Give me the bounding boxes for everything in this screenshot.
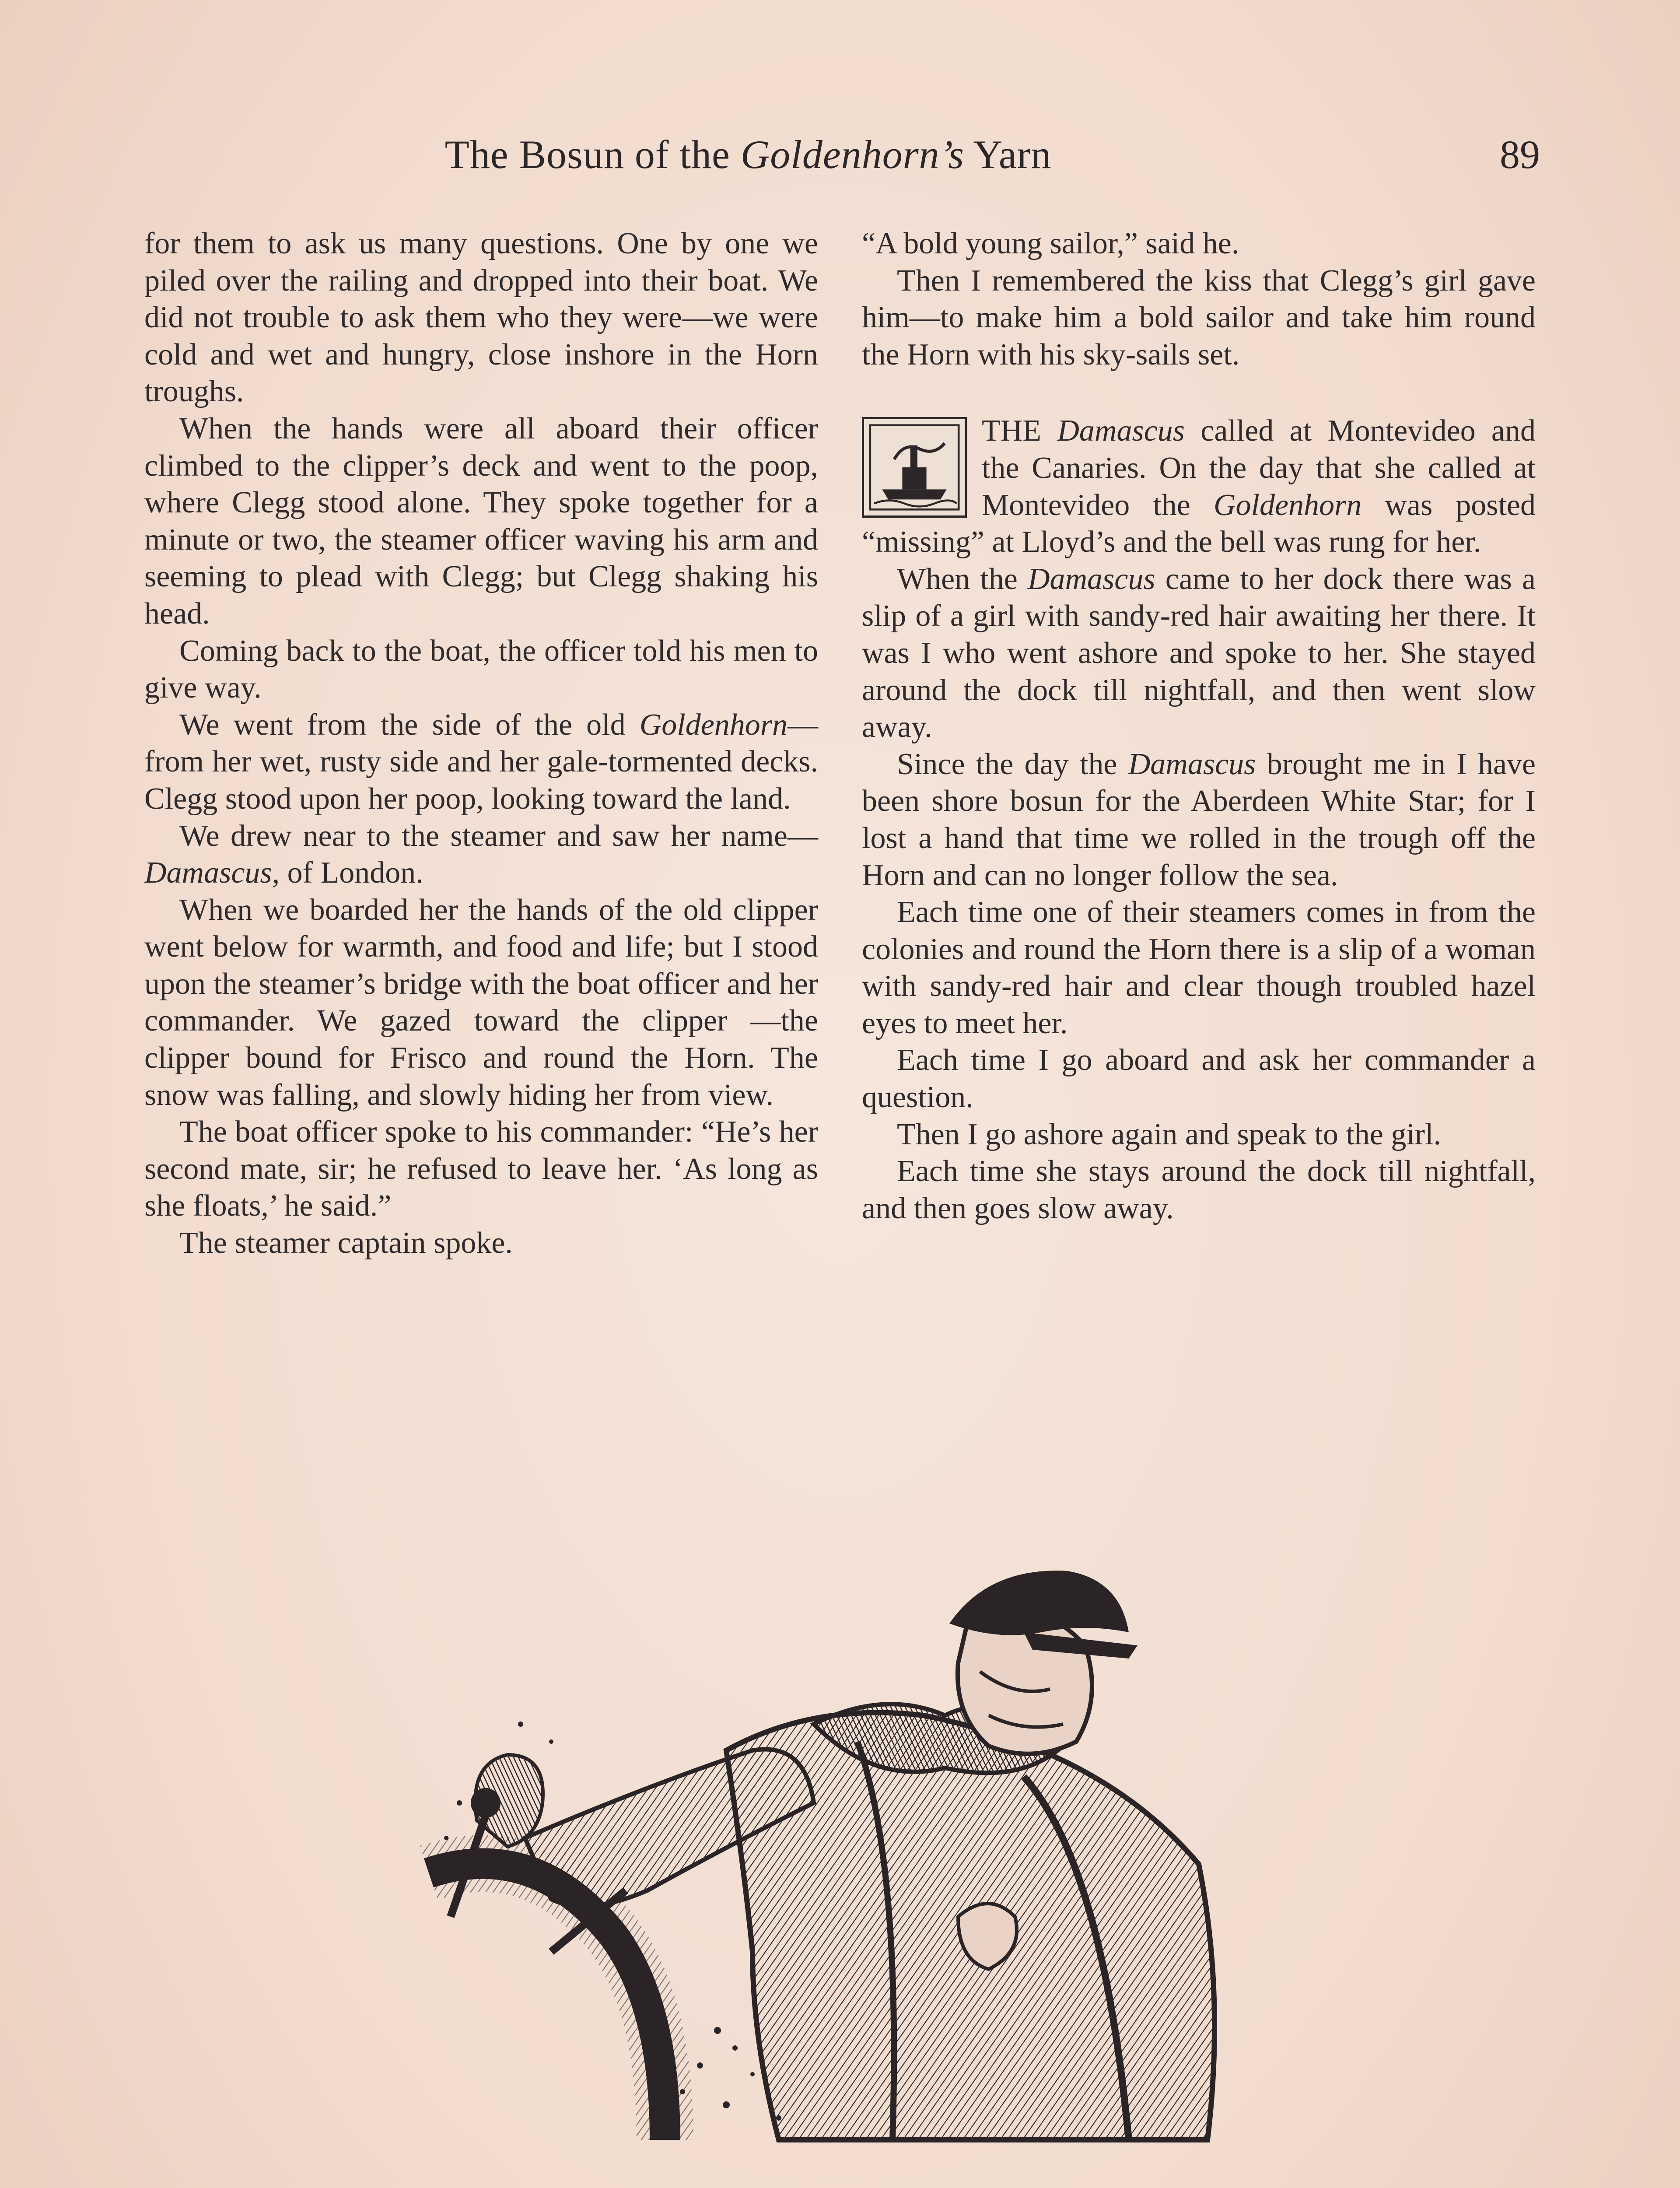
paragraph: Coming back to the boat, the officer told his men to give way. [144,634,818,705]
paragraph: Then I remembered the kiss that Clegg’s girl gave him—to make him a bold sailor and take him round the Horn with his sky-sails set. [862,263,1536,372]
paragraph: When the hands were all aboard their officer climbed to the clipper’s deck and went to the poop, where Clegg stood alone. They spoke together for a minute or two, the steamer officer waving his arm and seeming to plead with Clegg; but Clegg shaking his head. [144,411,818,631]
paragraph: Each time I go aboard and ask her commander a question. [862,1043,1536,1115]
page-header [144,131,1540,184]
ship-vignette-icon [862,417,967,518]
left-column [144,225,818,1262]
page-number: 89 [1500,132,1540,177]
paragraph: “A bold young sailor,” said he. [862,227,1239,260]
paragraph: Each time one of their steamers comes in from the colonies and round the Horn there is a slip of a woman with sandy-red hair and clear though troubled hazel eyes to meet her. [862,895,1536,1040]
right-column [862,225,1536,1227]
paragraph: The steamer captain spoke. [179,1226,513,1260]
paragraph: The boat officer spoke to his commander: “He’s her second mate, sir; he refused to leave her. ‘As long as she floats,’ he said.” [144,1115,818,1223]
paragraph: for them to ask us many questions. One by one we piled over the railing and dropped into their boat. We did not trouble to ask them who they were—we were cold and wet and hungry, close inshore in the Horn troughs. [144,227,818,409]
paragraph: We went from the side of the old Goldenhorn—from her wet, rusty side and her gale-tormented decks. Clegg stood upon her poop, looking toward the land. [144,708,818,816]
paragraph: We drew near to the steamer and saw her name—Damascus, of London. [144,819,818,890]
paragraph: Then I go ashore again and speak to the girl. [897,1117,1442,1151]
running-title: The Bosun of the Goldenhorn’s Yarn [444,132,1052,177]
section-opening-paragraph: THE Damascus called at Montevideo and the Canaries. On the day that she called at Montevideo the Goldenhorn was posted “missing” at Lloyd’s and the bell was rung for her. [862,414,1536,559]
paragraph: When we boarded her the hands of the old clipper went below for warmth, and food and life; but I stood upon the steamer’s bridge with the boat officer and her commander. We gazed toward the clipper —the clipper bound for Frisco and round the Horn. The snow was falling, and slowly hiding her from view. [144,893,818,1112]
sailor-illustration [420,1558,1251,2175]
paragraph: Since the day the Damascus brought me in I have been shore bosun for the Aberdeen White Star; for I lost a hand that time we rolled in the trough off the Horn and can no longer follow the sea. [862,747,1536,892]
paragraph: When the Damascus came to her dock there was a slip of a girl with sandy-red hair awaiting her there. It was I who went ashore and spoke to her. She stayed around the dock till nightfall, and then went slow away. [862,562,1536,744]
paragraph: Each time she stays around the dock till nightfall, and then goes slow away. [862,1154,1536,1225]
